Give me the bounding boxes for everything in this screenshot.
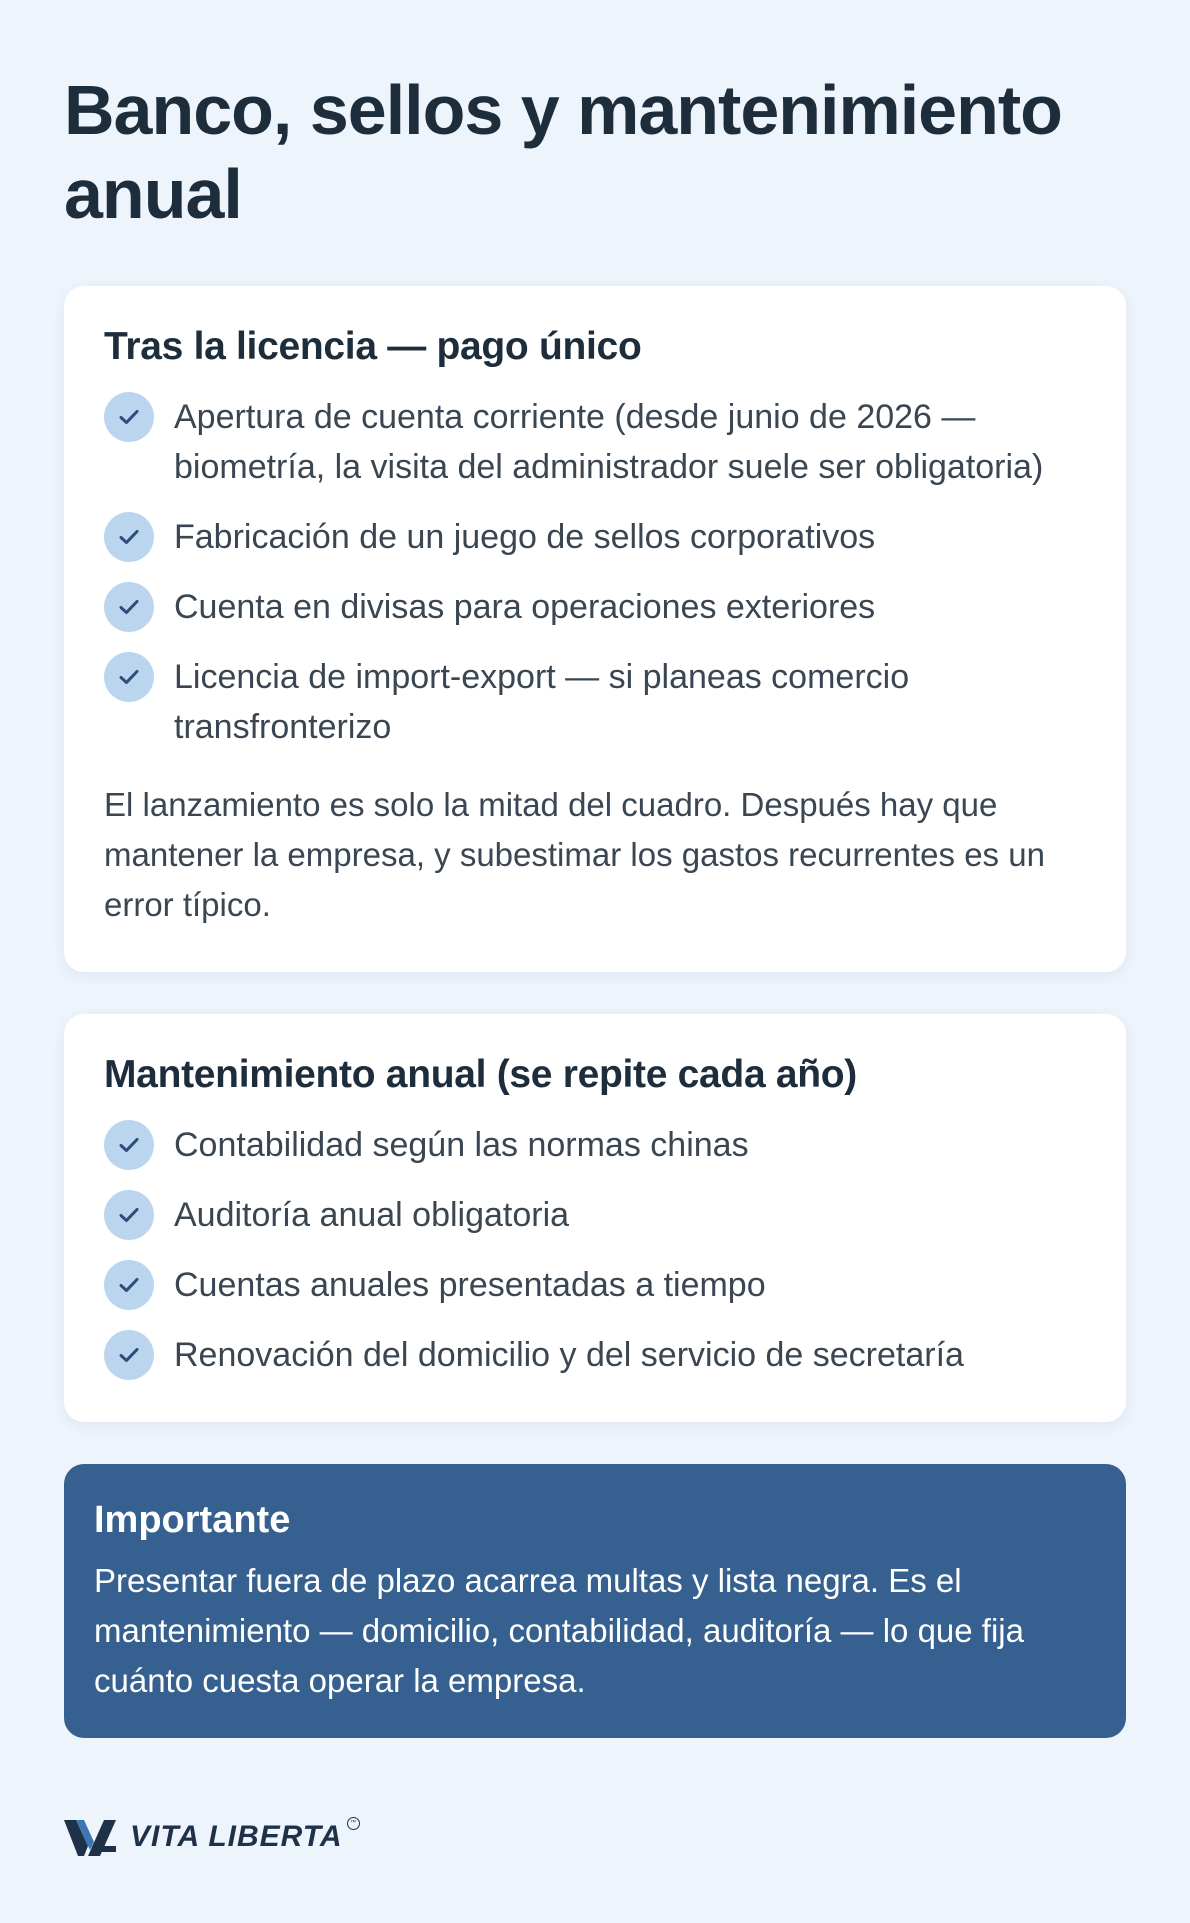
check-icon: [104, 652, 154, 702]
list-item: [104, 512, 1086, 562]
check-icon: [104, 512, 154, 562]
annual-card-title: Mantenimiento anual (se repite cada año): [104, 1053, 857, 1096]
brand: [64, 1816, 360, 1858]
callout-title: Importante: [94, 1499, 291, 1541]
callout-text: Presentar fuera de plazo acarrea multas y lista negra. Es el mantenimiento — domicilio, contabilidad, auditoría — lo que fija cuánto cuesta operar la empresa.: [94, 1562, 1024, 1699]
list-item-label: Fabricación de un juego de sellos corporativos: [174, 518, 876, 556]
page: [64, 0, 1126, 1738]
brand-name: VITA LIBERTA: [130, 1820, 343, 1853]
trademark-mark: ™: [347, 1817, 360, 1830]
list-item-label: Cuentas anuales presentadas a tiempo: [174, 1266, 766, 1304]
check-icon: [104, 1190, 154, 1240]
important-callout: [64, 1464, 1126, 1738]
vita-liberta-logo-icon: [64, 1816, 120, 1858]
annual-card: [64, 1014, 1126, 1422]
one-time-card-title: Tras la licencia — pago único: [104, 325, 642, 368]
list-item: [104, 392, 1086, 492]
one-time-card: [64, 286, 1126, 972]
check-icon: [104, 1120, 154, 1170]
check-icon: [104, 582, 154, 632]
page-title: Banco, sellos y mantenimiento anual: [64, 71, 1062, 233]
list-item-label: Cuenta en divisas para operaciones exteriores: [174, 588, 876, 626]
one-time-note: El lanzamiento es solo la mitad del cuadro. Después hay que mantener la empresa, y subestimar los gastos recurrentes es un error típico.: [104, 786, 1045, 923]
check-icon: [104, 1330, 154, 1380]
list-item-label: Licencia de import-export — si planeas comercio transfronterizo: [174, 658, 910, 746]
list-item: [104, 1120, 1086, 1170]
check-icon: [104, 392, 154, 442]
list-item: [104, 1330, 1086, 1380]
list-item-label: Contabilidad según las normas chinas: [174, 1126, 749, 1164]
list-item: [104, 652, 1086, 752]
list-item: [104, 1190, 1086, 1240]
one-time-list: [104, 392, 1086, 752]
list-item: [104, 1260, 1086, 1310]
list-item-label: Renovación del domicilio y del servicio de secretaría: [174, 1336, 964, 1374]
list-item: [104, 582, 1086, 632]
list-item-label: Auditoría anual obligatoria: [174, 1196, 570, 1234]
annual-list: [104, 1120, 1086, 1380]
list-item-label: Apertura de cuenta corriente (desde junio de 2026 — biometría, la visita del administrador suele ser obligatoria): [174, 398, 1044, 486]
check-icon: [104, 1260, 154, 1310]
